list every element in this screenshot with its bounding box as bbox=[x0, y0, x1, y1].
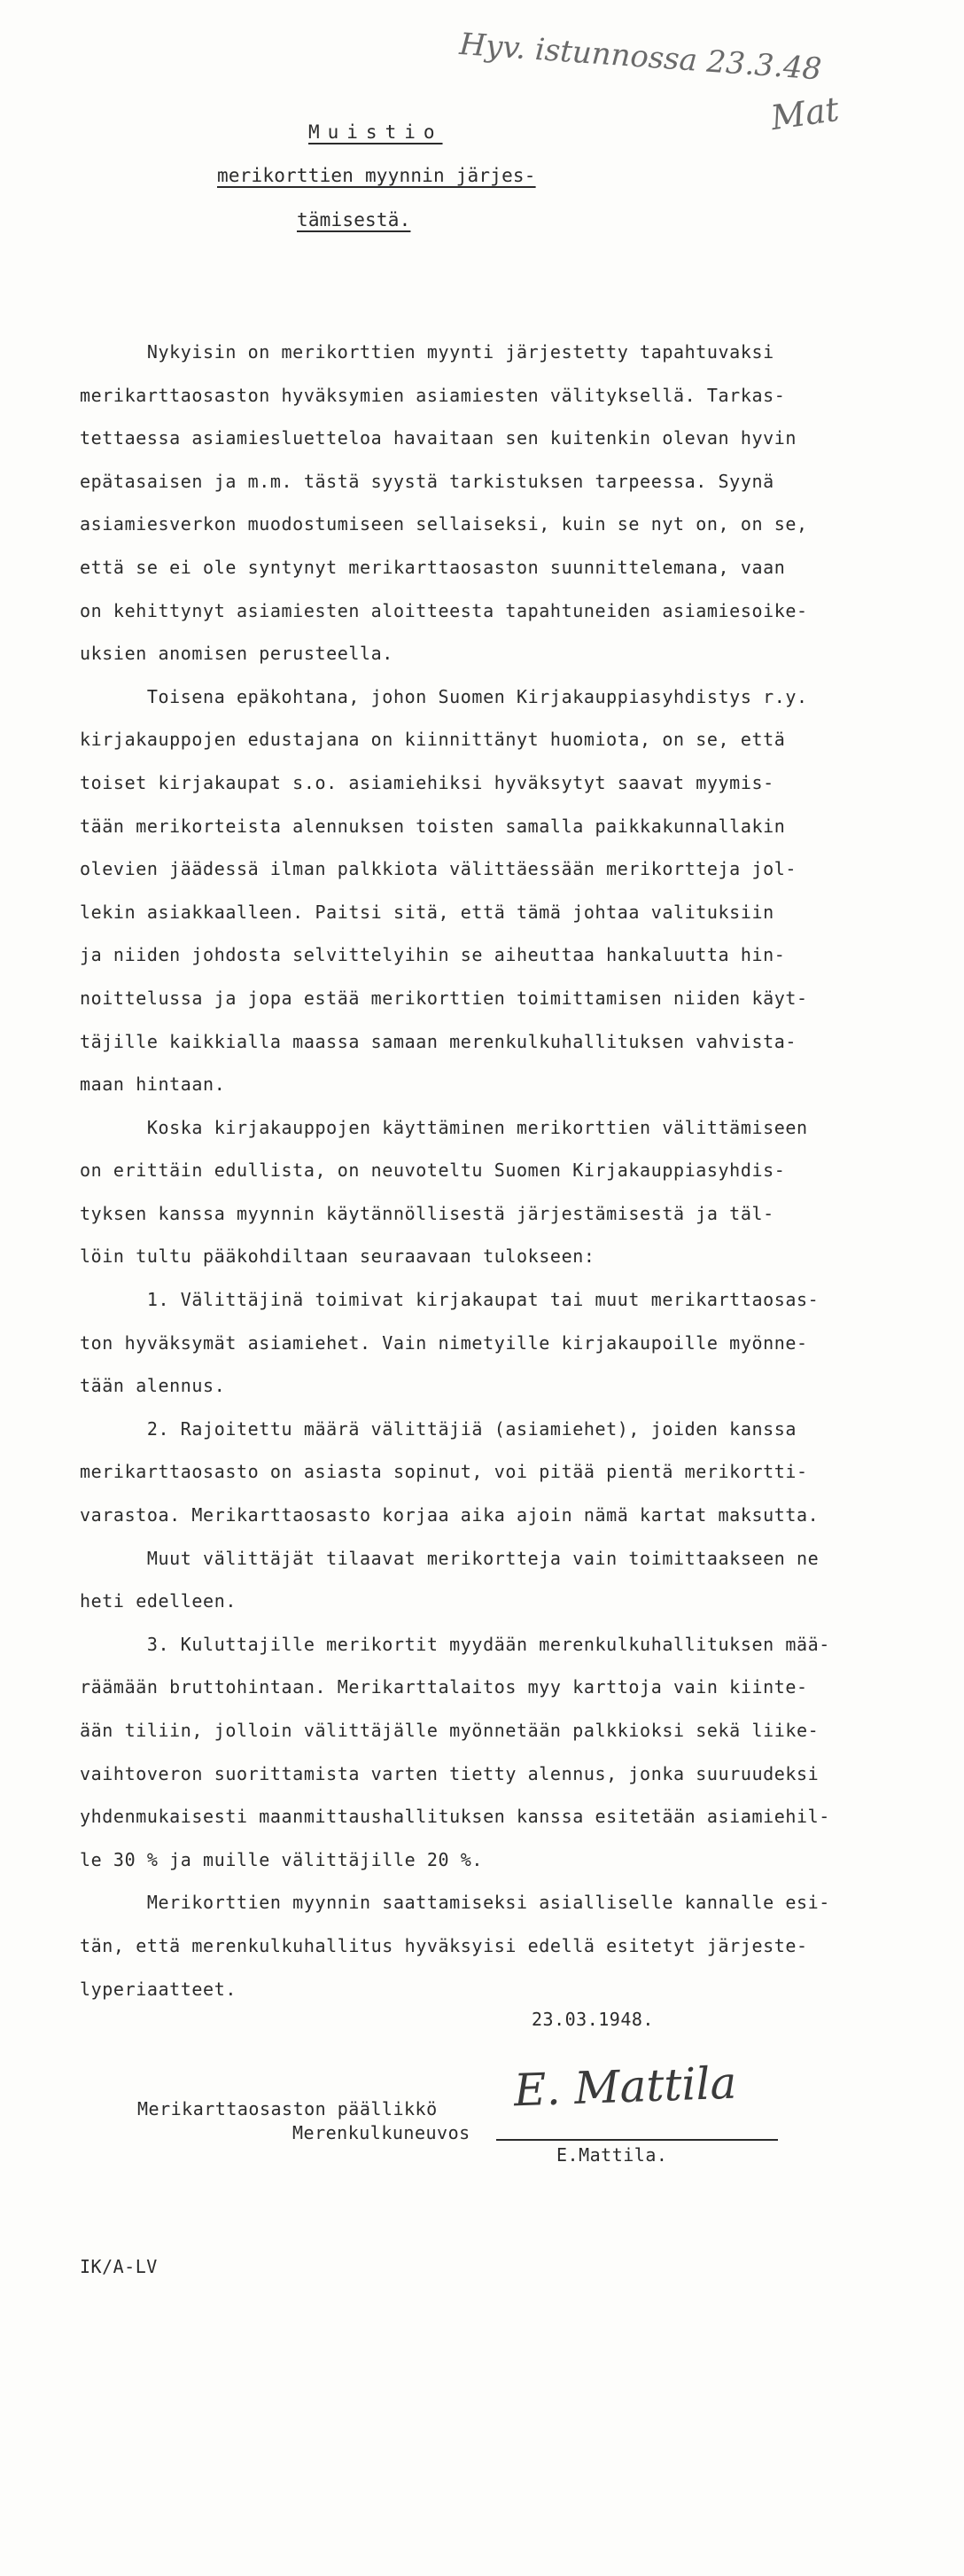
body-text-line: 1. Välittäjinä toimivat kirjakaupat tai muut merikarttaosas- bbox=[80, 1289, 820, 1311]
body-text-line: Muut välittäjät tilaavat merikortteja vain toimittaakseen ne bbox=[80, 1547, 820, 1569]
body-text-line: le 30 % ja muille välittäjille 20 %. bbox=[80, 1848, 484, 1870]
body-text-line: ään tiliin, jolloin välittäjälle myönnetään palkkioksi sekä liike- bbox=[80, 1720, 820, 1741]
body-text-line: epätasaisen ja m.m. tästä syystä tarkistuksen tarpeessa. Syynä bbox=[80, 470, 774, 492]
body-text-line: Koska kirjakauppojen käyttäminen merikorttien välittämiseen bbox=[80, 1116, 808, 1138]
body-text-line: merikarttaosasto on asiasta sopinut, voi pitää pientä merikortti- bbox=[80, 1461, 808, 1483]
body-text-line: että se ei ole syntynyt merikarttaosaston suunnittelemana, vaan bbox=[80, 556, 786, 578]
body-text-line: maan hintaan. bbox=[80, 1073, 226, 1096]
body-text-line: tyksen kanssa myynnin käytännöllisestä järjestämisestä ja täl- bbox=[80, 1202, 774, 1224]
body-text-line: lyperiaatteet. bbox=[80, 1978, 237, 2000]
body-text-line: tettaessa asiamiesluetteloa havaitaan sen kuitenkin olevan hyvin bbox=[80, 427, 797, 449]
body-text-line: tään merikorteista alennuksen toisten samalla paikkakunnallakin bbox=[80, 815, 786, 837]
body-text-line: olevien jäädessä ilman palkkiota välittäessään merikortteja jol- bbox=[80, 858, 797, 880]
body-text-line: asiamiesverkon muodostumiseen sellaiseksi, kuin se nyt on, on se, bbox=[80, 513, 808, 535]
memo-date: 23.03.1948. bbox=[532, 2009, 654, 2030]
body-text-line: yhdenmukaisesti maanmittaushallituksen kanssa esitetään asiamiehil- bbox=[80, 1806, 830, 1828]
body-text-line: Nykyisin on merikorttien myynti järjestetty tapahtuvaksi bbox=[80, 341, 774, 363]
body-text-line: toiset kirjakaupat s.o. asiamiehiksi hyväksytyt saavat myymis- bbox=[80, 771, 774, 793]
handwritten-initials: Mat bbox=[768, 89, 842, 138]
signatory-role-line-2: Merenkulkuneuvos bbox=[292, 2122, 470, 2143]
memo-body bbox=[80, 331, 930, 2010]
body-text-line: täjille kaikkialla maassa samaan merenkulkuhallituksen vahvista- bbox=[80, 1030, 797, 1052]
body-text-line: lekin asiakkaalleen. Paitsi sitä, että tämä johtaa valituksiin bbox=[80, 901, 774, 923]
memo-subtitle-line-1: merikorttien myynnin järjes- bbox=[217, 165, 536, 186]
body-text-line: ton hyväksymät asiamiehet. Vain nimetyille kirjakaupoille myönne- bbox=[80, 1331, 808, 1354]
document-reference-code: IK/A-LV bbox=[80, 2256, 158, 2277]
body-text-line: kirjakauppojen edustajana on kiinnittänyt huomiota, on se, että bbox=[80, 729, 786, 751]
body-text-line: heti edelleen. bbox=[80, 1590, 237, 1612]
body-text-line: Merikorttien myynnin saattamiseksi asialliselle kannalle esi- bbox=[80, 1892, 830, 1914]
body-text-line: tään alennus. bbox=[80, 1375, 226, 1397]
body-text-line: 3. Kuluttajille merikortit myydään merenkulkuhallituksen mää- bbox=[80, 1633, 830, 1655]
body-text-line: uksien anomisen perusteella. bbox=[80, 643, 393, 665]
body-text-line: vaihtoveron suorittamista varten tietty alennus, jonka suuruudeksi bbox=[80, 1762, 820, 1784]
memo-subtitle-line-2: tämisestä. bbox=[297, 209, 411, 230]
body-text-line: on erittäin edullista, on neuvoteltu Suomen Kirjakauppiasyhdis- bbox=[80, 1159, 786, 1182]
body-text-line: on kehittynyt asiamiesten aloitteesta tapahtuneiden asiamiesoike- bbox=[80, 599, 808, 621]
body-text-line: löin tultu pääkohdiltaan seuraavaan tulokseen: bbox=[80, 1245, 595, 1268]
body-text-line: merikarttaosaston hyväksymien asiamiesten välityksellä. Tarkas- bbox=[80, 384, 786, 406]
body-text-line: 2. Rajoitettu määrä välittäjiä (asiamiehet), joiden kanssa bbox=[80, 1417, 797, 1440]
body-text-line: ja niiden johdosta selvittelyihin se aiheuttaa hankaluutta hin- bbox=[80, 944, 786, 966]
body-text-line: noittelussa ja jopa estää merikorttien toimittamisen niiden käyt- bbox=[80, 987, 808, 1009]
memo-title: Muistio bbox=[308, 121, 443, 143]
body-text-line: Toisena epäkohtana, johon Suomen Kirjakauppiasyhdistys r.y. bbox=[80, 685, 808, 707]
body-text-line: räämään bruttohintaan. Merikarttalaitos myy karttoja vain kiinte- bbox=[80, 1676, 808, 1698]
signatory-typed-name: E.Mattila. bbox=[556, 2144, 668, 2166]
handwritten-signature: E. Mattila bbox=[513, 2057, 738, 2117]
signature-line bbox=[496, 2139, 778, 2141]
signatory-role-line-1: Merikarttaosaston päällikkö bbox=[137, 2098, 438, 2119]
handwritten-approval-note: Hyv. istunnossa 23.3.48 bbox=[458, 27, 823, 88]
body-text-line: varastoa. Merikarttaosasto korjaa aika ajoin nämä kartat maksutta. bbox=[80, 1504, 820, 1526]
body-text-line: tän, että merenkulkuhallitus hyväksyisi edellä esitetyt järjeste- bbox=[80, 1934, 808, 1956]
